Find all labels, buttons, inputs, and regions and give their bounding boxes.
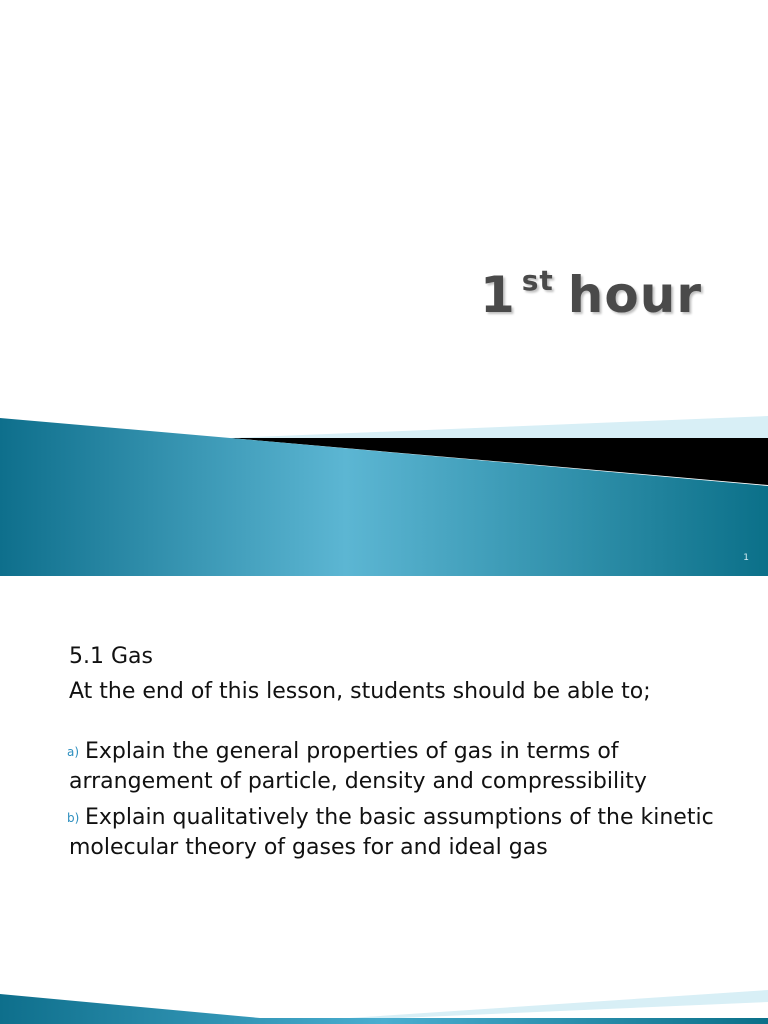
section-heading: 5.1 Gas: [69, 644, 153, 669]
list-marker: a): [67, 745, 80, 759]
objective-text: Explain qualitatively the basic assumptions of the kinetic molecular theory of gases for and ideal gas: [69, 805, 714, 860]
bottom-wave-decoration: [0, 988, 768, 1024]
intro-text: At the end of this lesson, students should be able to;: [69, 679, 651, 704]
objective-item: [69, 803, 719, 863]
objective-item: [69, 737, 719, 797]
objectives-content: [69, 642, 719, 869]
objectives-slide: [0, 576, 768, 1024]
objective-text: Explain the general properties of gas in terms of arrangement of particle, density and compressibility: [69, 739, 647, 794]
list-marker: b): [67, 811, 80, 825]
slide-number: 1: [743, 553, 749, 563]
slide-title: 1 $^{st}$ hour: [479, 263, 702, 324]
